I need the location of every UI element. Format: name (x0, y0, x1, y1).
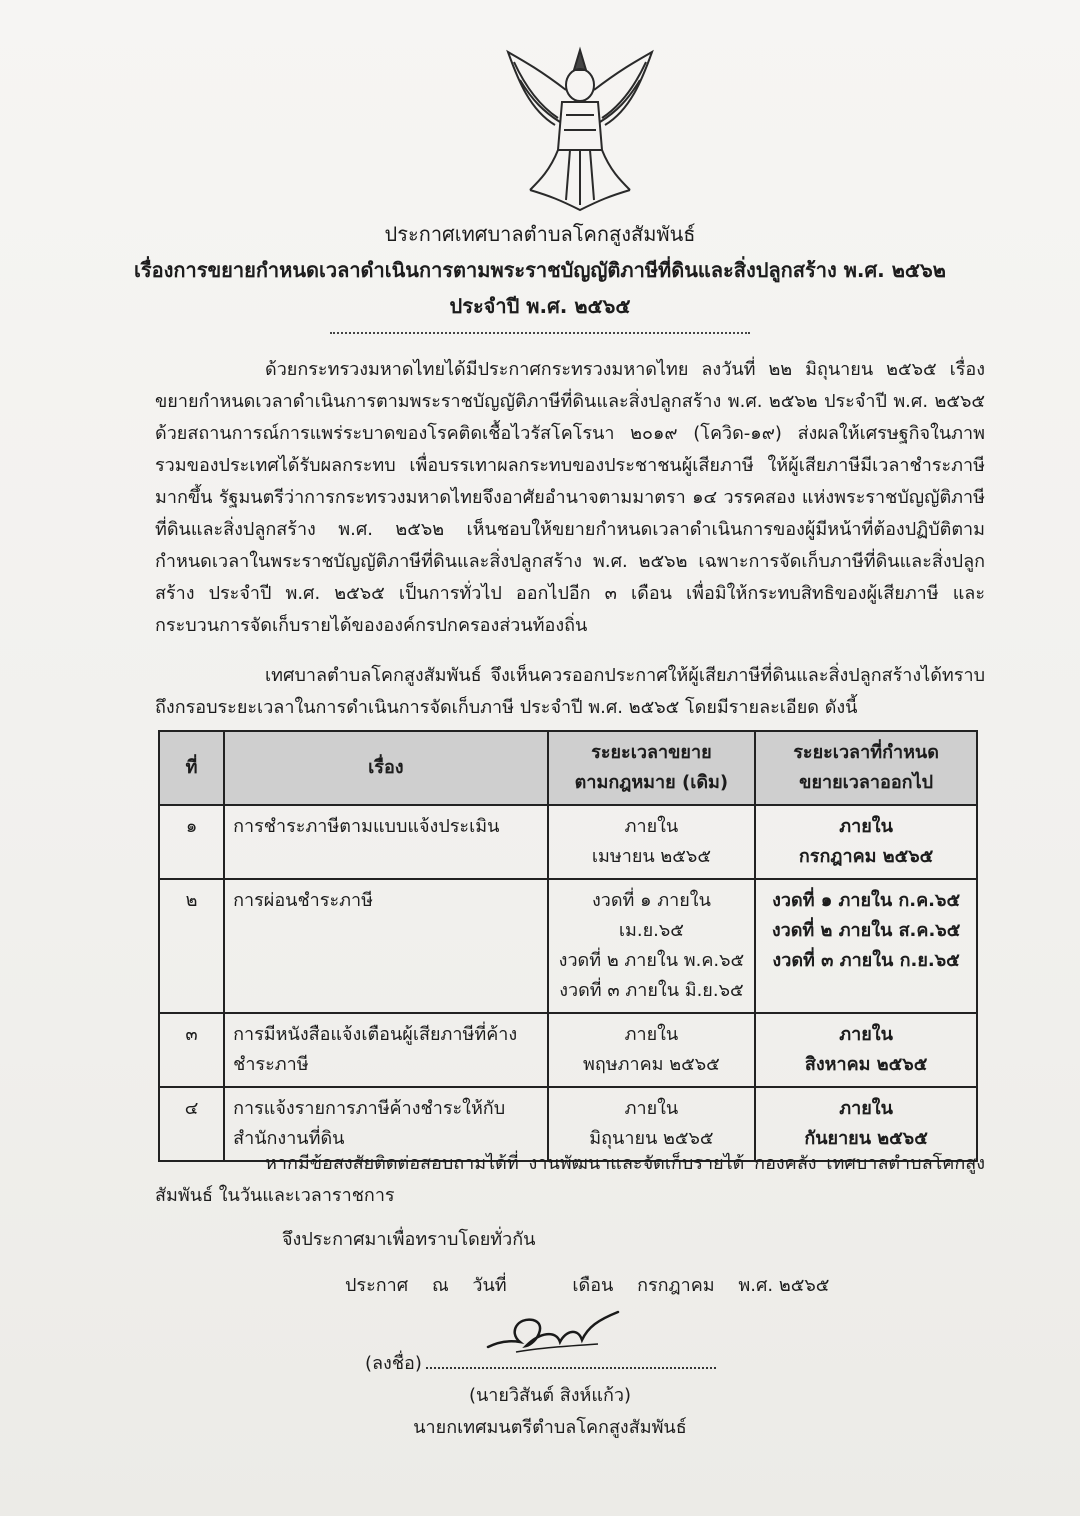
contact-paragraph: หากมีข้อสงสัยติดต่อสอบถามได้ที่ งานพัฒนาและจัดเก็บรายได้ กองคลัง เทศบาลตำบลโคกสูงสัมพันธ์ ในวันและเวลาราชการ (155, 1153, 985, 1206)
header-divider (330, 332, 750, 334)
row-no: ๔ (159, 1087, 224, 1161)
cell-line: งวดที่ ๓ ภายใน มิ.ย.๖๕ (559, 980, 744, 1001)
body-paragraph-2: เทศบาลตำบลโคกสูงสัมพันธ์ จึงเห็นควรออกประกาศให้ผู้เสียภาษีที่ดินและสิ่งปลูกสร้างได้ทราบถึงกรอบระยะเวลาในการดำเนินการจัดเก็บภาษี ประจำปี พ.ศ. ๒๕๖๕ โดยมีรายละเอียด ดังนี้ (155, 665, 985, 718)
row-extended (755, 805, 977, 879)
cell-line: ภายใน (624, 816, 679, 837)
header-original-line: ตามกฎหมาย (เดิม) (574, 772, 729, 793)
cell-line: มิถุนายน ๒๕๖๕ (589, 1128, 714, 1149)
row-subject: การแจ้งรายการภาษีค้างชำระให้กับสำนักงานที่ดิน (224, 1087, 548, 1161)
signer-name: (นายวิสันต์ สิงห์แก้ว) (468, 1385, 632, 1406)
announce-line: จึงประกาศมาเพื่อทราบโดยทั่วกัน (282, 1229, 536, 1250)
cell-line: ภายใน (839, 1098, 893, 1119)
body-paragraph-1: ด้วยกระทรวงมหาดไทยได้มีประกาศกระทรวงมหาดไทย ลงวันที่ ๒๒ มิถุนายน ๒๕๖๕ เรื่องขยายกำหนดเวลาดำเนินการตามพระราชบัญญัติภาษีที่ดินและสิ่งปลูกสร้าง พ.ศ. ๒๕๖๒ ประจำปี พ.ศ. ๒๕๖๕ ด้วยสถานการณ์การแพร่ระบาดของโรคติดเชื้อไวรัสโคโรนา ๒๐๑๙ (โควิด-๑๙) ส่งผลให้เศรษฐกิจในภาพรวมของประเทศได้รับผลกระทบ เพื่อบรรเทาผลกระทบของประชาชนผู้เสียภาษี ให้ผู้เสียภาษีมีเวลาชำระภาษีมากขึ้น รัฐมนตรีว่าการกระทรวงมหาดไทยจึงอาศัยอำนาจตามมาตรา ๑๔ วรรคสอง แห่งพระราชบัญญัติภาษีที่ดินและสิ่งปลูกสร้าง พ.ศ. ๒๕๖๒ เห็นชอบให้ขยายกำหนดเวลาดำเนินการของผู้มีหน้าที่ต้องปฏิบัติตามกำหนดเวลาในพระราชบัญญัติภาษีที่ดินและสิ่งปลูกสร้าง พ.ศ. ๒๕๖๒ เฉพาะการจัดเก็บภาษีที่ดินและสิ่งปลูกสร้าง ประจำปี พ.ศ. ๒๕๖๕ เป็นการทั่วไป ออกไปอีก ๓ เดือน เพื่อมิให้กระทบสิทธิของผู้เสียภาษี และกระบวนการจัดเก็บรายได้ขององค์กรปกครองส่วนท้องถิ่น (155, 359, 985, 636)
header-original-line: ระยะเวลาขยาย (591, 742, 712, 763)
header-extended (755, 731, 977, 805)
header-no: ที่ (159, 731, 224, 805)
cell-line: กรกฎาคม ๒๕๖๕ (798, 846, 934, 867)
row-no: ๑ (159, 805, 224, 879)
row-original (548, 805, 756, 879)
row-extended (755, 1013, 977, 1087)
sign-label: (ลงชื่อ) (365, 1353, 422, 1374)
header-line-2: เรื่องการขยายกำหนดเวลาดำเนินการตามพระราชบัญญัติภาษีที่ดินและสิ่งปลูกสร้าง พ.ศ. ๒๕๖๒ (134, 258, 946, 282)
header-extended-line: ระยะเวลาที่กำหนด (793, 742, 939, 763)
cell-line: งวดที่ ๑ ภายใน เม.ย.๖๕ (591, 890, 711, 941)
cell-line: เมษายน ๒๕๖๕ (591, 846, 711, 867)
row-no: ๒ (159, 879, 224, 1013)
table-row (159, 1013, 977, 1087)
garuda-emblem-icon (500, 40, 660, 215)
signature-dots (426, 1367, 716, 1369)
header-line-3: ประจำปี พ.ศ. ๒๕๖๕ (449, 294, 631, 318)
cell-line: งวดที่ ๒ ภายใน พ.ค.๖๕ (558, 950, 745, 971)
date-part: กรกฎาคม (637, 1275, 715, 1296)
header-subject: เรื่อง (224, 731, 548, 805)
header-line-1: ประกาศเทศบาลตำบลโคกสูงสัมพันธ์ (384, 222, 696, 246)
table-row (159, 879, 977, 1013)
row-no: ๓ (159, 1013, 224, 1087)
header-extended-line: ขยายเวลาออกไป (799, 772, 934, 793)
table-header-row (159, 731, 977, 805)
cell-line: ภายใน (839, 1024, 893, 1045)
schedule-table (158, 730, 978, 1162)
table-row (159, 805, 977, 879)
cell-line: พฤษภาคม ๒๕๖๕ (583, 1054, 720, 1075)
cell-line: กันยายน ๒๕๖๕ (804, 1128, 928, 1149)
cell-line: สิงหาคม ๒๕๖๕ (804, 1054, 928, 1075)
date-part: พ.ศ. ๒๕๖๕ (738, 1275, 830, 1296)
row-original (548, 1013, 756, 1087)
signer-position: นายกเทศมนตรีตำบลโคกสูงสัมพันธ์ (413, 1417, 687, 1438)
cell-line: ภายใน (839, 816, 893, 837)
row-subject: การผ่อนชำระภาษี (224, 879, 548, 1013)
cell-line: งวดที่ ๓ ภายใน ก.ย.๖๕ (772, 950, 960, 971)
cell-line: ภายใน (624, 1024, 679, 1045)
row-subject: การมีหนังสือแจ้งเตือนผู้เสียภาษีที่ค้างชำระภาษี (224, 1013, 548, 1087)
cell-line: ภายใน (624, 1098, 679, 1119)
row-original (548, 879, 756, 1013)
date-part: เดือน (572, 1275, 614, 1296)
cell-line: งวดที่ ๒ ภายใน ส.ค.๖๕ (771, 920, 961, 941)
date-part: วันที่ (472, 1275, 507, 1296)
signature-line (365, 1348, 716, 1377)
row-subject: การชำระภาษีตามแบบแจ้งประเมิน (224, 805, 548, 879)
cell-line: งวดที่ ๑ ภายใน ก.ค.๖๕ (772, 890, 961, 911)
announce-date (345, 1270, 847, 1299)
date-part: ประกาศ (345, 1275, 409, 1296)
header-original (548, 731, 756, 805)
row-extended (755, 879, 977, 1013)
date-part: ณ (431, 1275, 449, 1296)
